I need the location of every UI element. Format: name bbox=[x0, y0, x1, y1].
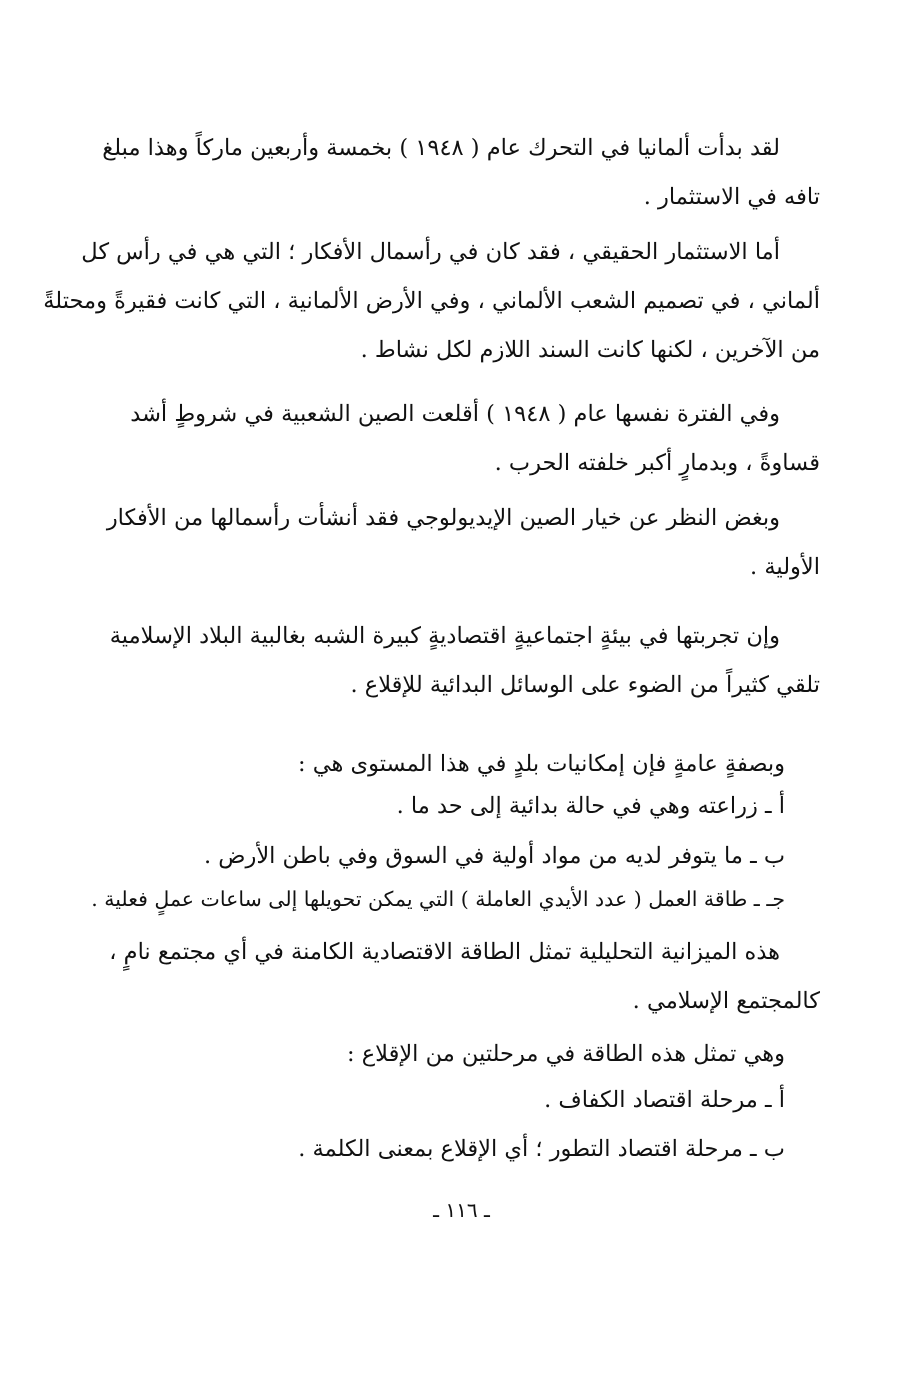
page-number: ـ ١١٦ ـ bbox=[433, 1198, 490, 1222]
list-intro: وهي تمثل هذه الطاقة في مرحلتين من الإقلاع : bbox=[347, 1041, 785, 1067]
paragraph-real-investment bbox=[43, 228, 820, 375]
list-item-a: أ ـ مرحلة اقتصاد الكفاف . bbox=[544, 1087, 785, 1113]
list-item-b: ب ـ ما يتوفر لديه من مواد أولية في السوق وفي باطن الأرض . bbox=[203, 843, 785, 869]
paragraph-line: الأولية . bbox=[750, 554, 820, 580]
paragraph-line: وفي الفترة نفسها عام ( ١٩٤٨ ) أقلعت الصين الشعبية في شروطٍ أشد bbox=[130, 401, 780, 427]
list-item-c: جـ ـ طاقة العمل ( عدد الأيدي العاملة ) التي يمكن تحويلها إلى ساعات عملٍ فعلية . bbox=[91, 887, 785, 911]
paragraph-line: تلقي كثيراً من الضوء على الوسائل البدائية للإقلاع . bbox=[350, 672, 820, 698]
paragraph-germany bbox=[102, 124, 820, 222]
paragraph-china bbox=[130, 390, 820, 488]
paragraph-line: كالمجتمع الإسلامي . bbox=[632, 988, 820, 1014]
paragraph-line: من الآخرين ، لكنها كانت السند اللازم لكل نشاط . bbox=[360, 337, 820, 363]
paragraph-experience bbox=[109, 612, 820, 710]
paragraph-line: وإن تجربتها في بيئةٍ اجتماعيةٍ اقتصاديةٍ كبيرة الشبه بغالبية البلاد الإسلامية bbox=[109, 623, 780, 649]
list-item-a: أ ـ زراعته وهي في حالة بدائية إلى حد ما . bbox=[396, 793, 785, 819]
paragraph-china-ideology bbox=[106, 494, 820, 592]
list-item-b: ب ـ مرحلة اقتصاد التطور ؛ أي الإقلاع بمعنى الكلمة . bbox=[298, 1136, 785, 1162]
paragraph-line: تافه في الاستثمار . bbox=[643, 184, 820, 210]
paragraph-line: لقد بدأت ألمانيا في التحرك عام ( ١٩٤٨ ) بخمسة وأربعين ماركاً وهذا مبلغ bbox=[102, 135, 780, 161]
paragraph-line: وبغض النظر عن خيار الصين الإيديولوجي فقد أنشأت رأسمالها من الأفكار bbox=[106, 505, 780, 531]
paragraph-line: أما الاستثمار الحقيقي ، فقد كان في رأسمال الأفكار ؛ التي هي في رأس كل bbox=[81, 239, 780, 265]
list-intro: وبصفةٍ عامةٍ فإن إمكانيات بلدٍ في هذا المستوى هي : bbox=[297, 751, 785, 777]
paragraph-budget bbox=[109, 928, 820, 1026]
paragraph-line: ألماني ، في تصميم الشعب الألماني ، وفي الأرض الألمانية ، التي كانت فقيرةً ومحتلةً bbox=[43, 288, 820, 314]
paragraph-line: هذه الميزانية التحليلية تمثل الطاقة الاقتصادية الكامنة في أي مجتمع نامٍ ، bbox=[109, 939, 780, 965]
paragraph-line: قساوةً ، وبدمارٍ أكبر خلفته الحرب . bbox=[494, 450, 820, 476]
